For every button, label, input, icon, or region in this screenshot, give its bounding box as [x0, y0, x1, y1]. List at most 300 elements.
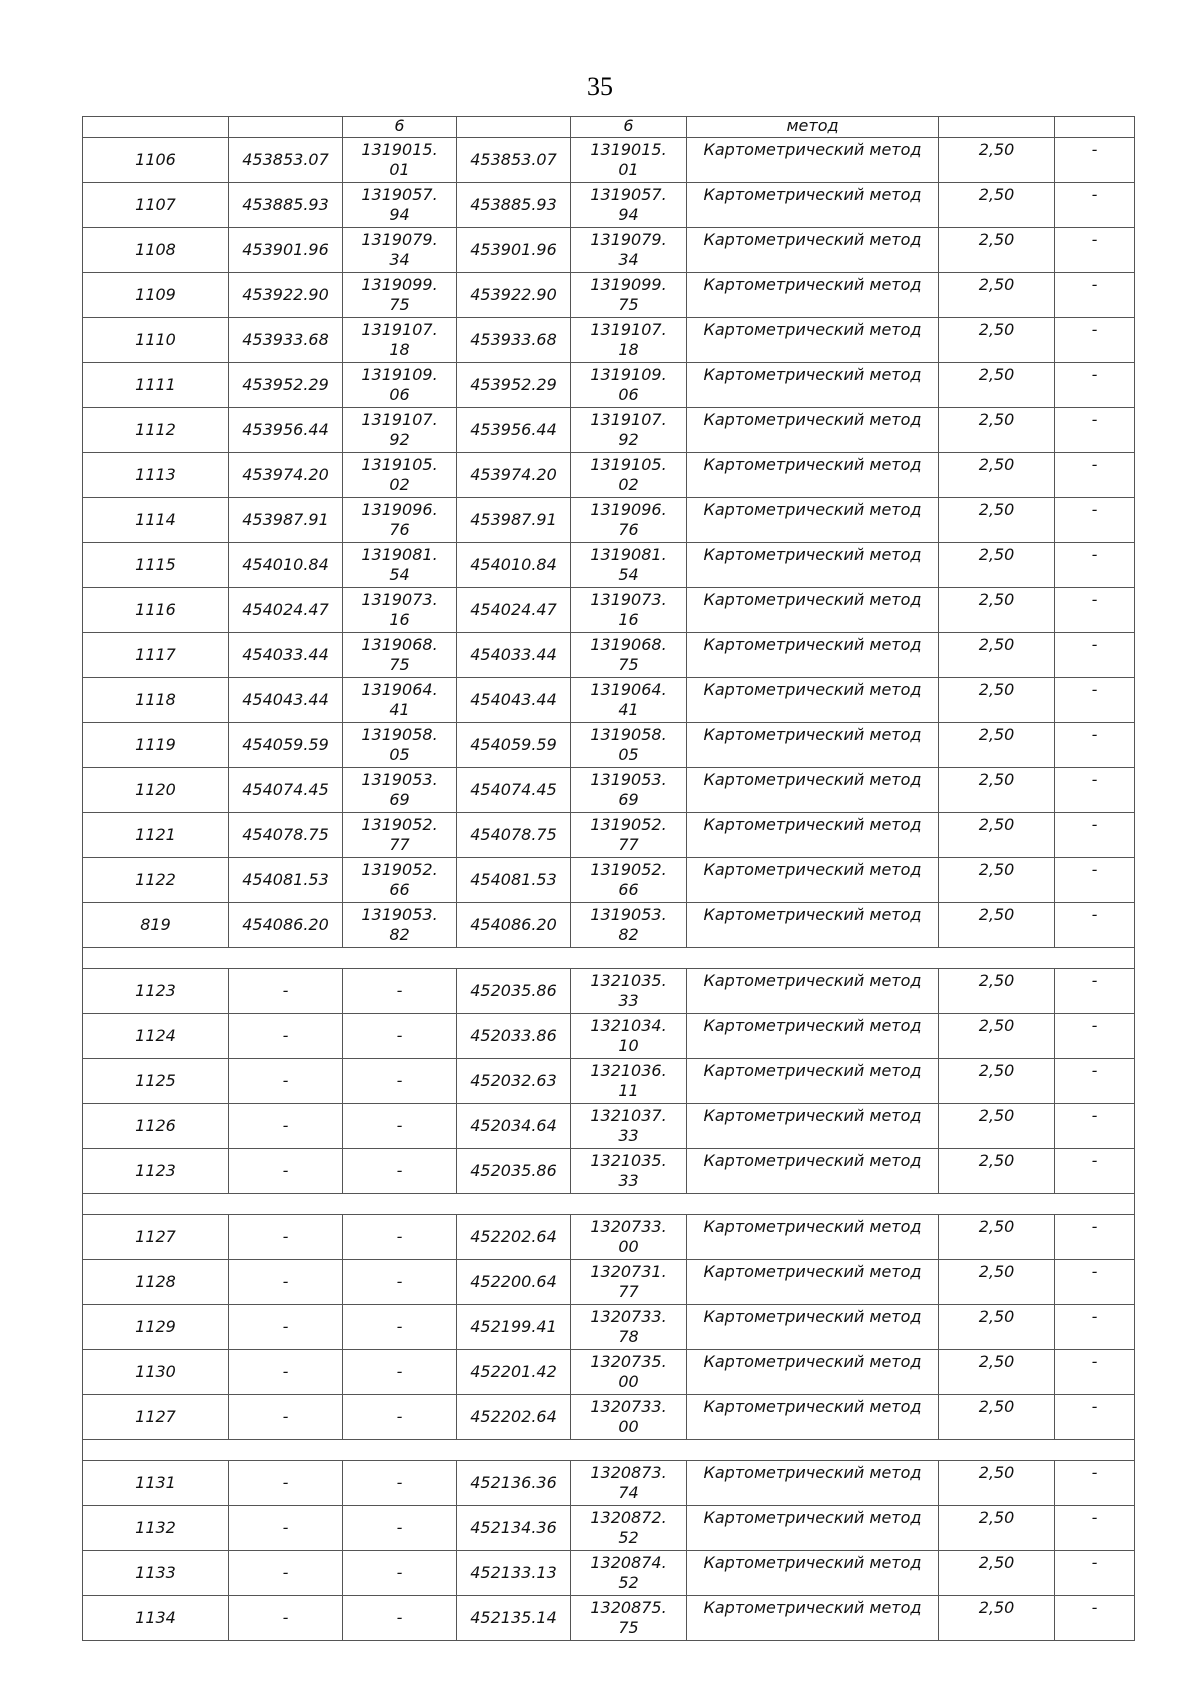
cell-note: - [1055, 273, 1135, 318]
cell-text: 1320875.75 [590, 1598, 667, 1637]
cell-x-old: - [229, 1305, 343, 1350]
cell-y-new [571, 1395, 687, 1440]
cell-text: - [396, 1362, 403, 1381]
table-row [83, 1461, 1135, 1506]
cell-y-new [571, 543, 687, 588]
cell-text: 1319068.75 [590, 635, 667, 674]
cell-method: Картометрический метод [687, 228, 939, 273]
table-row [83, 903, 1135, 948]
cell-text: - [396, 1407, 403, 1426]
cell-y-old [343, 723, 457, 768]
group-separator-row [83, 1194, 1135, 1215]
cell-point-number [83, 117, 229, 138]
cell-y-old [343, 138, 457, 183]
cell-method: Картометрический метод [687, 633, 939, 678]
cell-point-number: 1124 [83, 1014, 229, 1059]
cell-y-new [571, 768, 687, 813]
cell-text: - [396, 1518, 403, 1537]
cell-text: 1319052.66 [590, 860, 667, 899]
cell-note: - [1055, 408, 1135, 453]
cell-x-new: 452133.13 [457, 1551, 571, 1596]
cell-point-number: 1110 [83, 318, 229, 363]
cell-y-new [571, 1215, 687, 1260]
cell-text: 1319081.54 [590, 545, 667, 584]
cell-text: - [396, 1473, 403, 1492]
cell-method: Картометрический метод [687, 723, 939, 768]
cell-y-new [571, 318, 687, 363]
cell-accuracy: 2,50 [939, 588, 1055, 633]
cell-y-new [571, 1104, 687, 1149]
cell-method: Картометрический метод [687, 969, 939, 1014]
cell-point-number: 1112 [83, 408, 229, 453]
cell-point-number: 1133 [83, 1551, 229, 1596]
cell-accuracy: 2,50 [939, 1149, 1055, 1194]
cell-point-number: 1131 [83, 1461, 229, 1506]
cell-y-old [343, 1551, 457, 1596]
table-row [83, 723, 1135, 768]
cell-y-old [343, 1350, 457, 1395]
table-row [83, 1506, 1135, 1551]
cell-text: 1319107.18 [361, 320, 438, 359]
separator-cell [83, 1194, 1135, 1215]
cell-note: - [1055, 723, 1135, 768]
group-separator-row [83, 948, 1135, 969]
cell-text: - [396, 1227, 403, 1246]
cell-point-number: 1115 [83, 543, 229, 588]
cell-method: Картометрический метод [687, 273, 939, 318]
cell-method: Картометрический метод [687, 678, 939, 723]
cell-text: 1321036.11 [590, 1061, 667, 1100]
cell-y-old [343, 498, 457, 543]
cell-text: 1319053.82 [361, 905, 438, 944]
table-row [83, 1596, 1135, 1641]
cell-accuracy: 2,50 [939, 1059, 1055, 1104]
cell-method: Картометрический метод [687, 543, 939, 588]
cell-y-old [343, 1014, 457, 1059]
cell-y-new [571, 969, 687, 1014]
cell-y-old [343, 1461, 457, 1506]
cell-method: Картометрический метод [687, 183, 939, 228]
table-row [83, 1104, 1135, 1149]
cell-method: Картометрический метод [687, 588, 939, 633]
cell-x-old: - [229, 1149, 343, 1194]
cell-point-number: 1121 [83, 813, 229, 858]
cell-note: - [1055, 1149, 1135, 1194]
cell-note: - [1055, 453, 1135, 498]
cell-x-old: 453922.90 [229, 273, 343, 318]
cell-accuracy: 2,50 [939, 1014, 1055, 1059]
cell-x-old: 454010.84 [229, 543, 343, 588]
cell-x-new: 453853.07 [457, 138, 571, 183]
table-row [83, 543, 1135, 588]
cell-x-old: 454043.44 [229, 678, 343, 723]
cell-y-new [571, 1014, 687, 1059]
cell-text: 1319107.92 [590, 410, 667, 449]
cell-note: - [1055, 969, 1135, 1014]
cell-accuracy: 2,50 [939, 633, 1055, 678]
cell-text: - [396, 1563, 403, 1582]
cell-method: метод [687, 117, 939, 138]
cell-method: Картометрический метод [687, 408, 939, 453]
cell-note: - [1055, 1014, 1135, 1059]
cell-note: - [1055, 858, 1135, 903]
cell-text: - [396, 1272, 403, 1291]
cell-y-old [343, 588, 457, 633]
cell-method: Картометрический метод [687, 1350, 939, 1395]
table-row [83, 453, 1135, 498]
cell-text: 1319105.02 [361, 455, 438, 494]
cell-note: - [1055, 498, 1135, 543]
table-row [83, 273, 1135, 318]
cell-x-old: 453885.93 [229, 183, 343, 228]
cell-text: 1321034.10 [590, 1016, 667, 1055]
cell-accuracy: 2,50 [939, 1305, 1055, 1350]
cell-accuracy: 2,50 [939, 363, 1055, 408]
cell-point-number: 1109 [83, 273, 229, 318]
cell-y-new [571, 903, 687, 948]
group-separator-row [83, 1440, 1135, 1461]
cell-y-old [343, 543, 457, 588]
cell-point-number: 1117 [83, 633, 229, 678]
cell-text: 1319081.54 [361, 545, 438, 584]
coordinates-table [82, 116, 1135, 1641]
cell-text: 1320873.74 [590, 1463, 667, 1502]
cell-method: Картометрический метод [687, 318, 939, 363]
cell-accuracy: 2,50 [939, 318, 1055, 363]
cell-text: - [396, 1161, 403, 1180]
cell-note: - [1055, 228, 1135, 273]
separator-cell [83, 948, 1135, 969]
cell-x-new: 454078.75 [457, 813, 571, 858]
cell-note: - [1055, 1395, 1135, 1440]
cell-y-new [571, 1149, 687, 1194]
cell-y-new [571, 1461, 687, 1506]
cell-x-new: 453933.68 [457, 318, 571, 363]
cell-point-number: 1126 [83, 1104, 229, 1149]
table-row [83, 1014, 1135, 1059]
cell-point-number: 1107 [83, 183, 229, 228]
cell-note: - [1055, 633, 1135, 678]
cell-accuracy: 2,50 [939, 138, 1055, 183]
cell-x-old: - [229, 1059, 343, 1104]
cell-method: Картометрический метод [687, 1506, 939, 1551]
cell-y-new [571, 228, 687, 273]
cell-x-new: 454086.20 [457, 903, 571, 948]
cell-point-number: 1127 [83, 1395, 229, 1440]
cell-text: 1319068.75 [361, 635, 438, 674]
cell-y-new [571, 273, 687, 318]
table-row [83, 1305, 1135, 1350]
cell-accuracy: 2,50 [939, 453, 1055, 498]
cell-y-old [343, 1596, 457, 1641]
cell-method: Картометрический метод [687, 1461, 939, 1506]
cell-text: 1319057.94 [361, 185, 438, 224]
cell-x-new: 452200.64 [457, 1260, 571, 1305]
cell-point-number: 1108 [83, 228, 229, 273]
cell-y-old [343, 1104, 457, 1149]
cell-y-new [571, 1506, 687, 1551]
cell-y-old [343, 1395, 457, 1440]
cell-y-old [343, 903, 457, 948]
cell-text: 1320874.52 [590, 1553, 667, 1592]
cell-y-old [343, 1260, 457, 1305]
cell-x-old: - [229, 1014, 343, 1059]
cell-x-new: 453956.44 [457, 408, 571, 453]
table-row [83, 408, 1135, 453]
cell-method: Картометрический метод [687, 858, 939, 903]
cell-text: 1319064.41 [361, 680, 438, 719]
cell-point-number: 1132 [83, 1506, 229, 1551]
cell-y-new [571, 813, 687, 858]
cell-x-new: 452201.42 [457, 1350, 571, 1395]
cell-text: 1319109.06 [590, 365, 667, 404]
cell-accuracy: 2,50 [939, 1104, 1055, 1149]
cell-accuracy: 2,50 [939, 183, 1055, 228]
cell-x-old: - [229, 969, 343, 1014]
cell-point-number: 1119 [83, 723, 229, 768]
cell-point-number: 819 [83, 903, 229, 948]
cell-x-old [229, 117, 343, 138]
cell-y-new [571, 1350, 687, 1395]
cell-x-new: 452033.86 [457, 1014, 571, 1059]
cell-method: Картометрический метод [687, 1260, 939, 1305]
cell-note: - [1055, 318, 1135, 363]
cell-text: 1319052.77 [590, 815, 667, 854]
cell-y-new [571, 1596, 687, 1641]
cell-text: 1319073.16 [361, 590, 438, 629]
cell-method: Картометрический метод [687, 138, 939, 183]
cell-note: - [1055, 1260, 1135, 1305]
separator-cell [83, 1440, 1135, 1461]
cell-x-new: 452032.63 [457, 1059, 571, 1104]
cell-method: Картометрический метод [687, 903, 939, 948]
cell-note: - [1055, 1350, 1135, 1395]
cell-text: 1319105.02 [590, 455, 667, 494]
cell-text: 1319079.34 [361, 230, 438, 269]
cell-accuracy: 2,50 [939, 969, 1055, 1014]
cell-accuracy: 2,50 [939, 498, 1055, 543]
table-row [83, 318, 1135, 363]
cell-x-new: 453922.90 [457, 273, 571, 318]
cell-text: 1319107.18 [590, 320, 667, 359]
cell-y-new [571, 138, 687, 183]
cell-y-old: 6 [343, 117, 457, 138]
cell-x-new: 454010.84 [457, 543, 571, 588]
cell-point-number: 1125 [83, 1059, 229, 1104]
cell-x-old: - [229, 1350, 343, 1395]
cell-accuracy: 2,50 [939, 1350, 1055, 1395]
cell-y-new [571, 723, 687, 768]
cell-x-new: 454074.45 [457, 768, 571, 813]
cell-text: 1319015.01 [361, 140, 438, 179]
cell-x-new: 452136.36 [457, 1461, 571, 1506]
cell-accuracy: 2,50 [939, 1395, 1055, 1440]
table-row [83, 498, 1135, 543]
cell-note: - [1055, 768, 1135, 813]
cell-y-new [571, 183, 687, 228]
table-row [83, 1260, 1135, 1305]
cell-y-new: 6 [571, 117, 687, 138]
cell-y-old [343, 678, 457, 723]
cell-accuracy: 2,50 [939, 408, 1055, 453]
cell-note: - [1055, 1506, 1135, 1551]
cell-method: Картометрический метод [687, 1149, 939, 1194]
page-number: 35 [587, 72, 613, 101]
cell-x-old: 454086.20 [229, 903, 343, 948]
cell-text: - [396, 1116, 403, 1135]
cell-x-new [457, 117, 571, 138]
cell-point-number: 1134 [83, 1596, 229, 1641]
cell-y-new [571, 858, 687, 903]
cell-point-number: 1118 [83, 678, 229, 723]
cell-x-old: 454074.45 [229, 768, 343, 813]
cell-method: Картометрический метод [687, 363, 939, 408]
cell-method: Картометрический метод [687, 1305, 939, 1350]
cell-note: - [1055, 1215, 1135, 1260]
cell-note: - [1055, 1461, 1135, 1506]
table-row [83, 1551, 1135, 1596]
cell-x-old: 453853.07 [229, 138, 343, 183]
cell-accuracy: 2,50 [939, 768, 1055, 813]
cell-accuracy: 2,50 [939, 678, 1055, 723]
cell-x-old: - [229, 1215, 343, 1260]
cell-method: Картометрический метод [687, 1059, 939, 1104]
cell-text: 1321035.33 [590, 971, 667, 1010]
cell-point-number: 1123 [83, 1149, 229, 1194]
cell-text: 1319057.94 [590, 185, 667, 224]
cell-x-new: 453974.20 [457, 453, 571, 498]
cell-method: Картометрический метод [687, 1215, 939, 1260]
cell-y-old [343, 453, 457, 498]
cell-y-old [343, 318, 457, 363]
cell-accuracy: 2,50 [939, 813, 1055, 858]
cell-y-new [571, 633, 687, 678]
cell-text: 1321037.33 [590, 1106, 667, 1145]
cell-note: - [1055, 813, 1135, 858]
cell-x-old: 453901.96 [229, 228, 343, 273]
cell-y-old [343, 1215, 457, 1260]
cell-y-new [571, 408, 687, 453]
cell-accuracy: 2,50 [939, 723, 1055, 768]
cell-method: Картометрический метод [687, 1596, 939, 1641]
cell-text: - [396, 1608, 403, 1627]
table-row-continuation [83, 117, 1135, 138]
cell-note: - [1055, 138, 1135, 183]
cell-text: 1320733.00 [590, 1217, 667, 1256]
cell-x-new: 452035.86 [457, 1149, 571, 1194]
cell-y-new [571, 1059, 687, 1104]
cell-y-new [571, 363, 687, 408]
cell-text: 1319099.75 [590, 275, 667, 314]
cell-x-new: 452202.64 [457, 1395, 571, 1440]
cell-text: 1319053.69 [361, 770, 438, 809]
cell-accuracy: 2,50 [939, 858, 1055, 903]
cell-point-number: 1128 [83, 1260, 229, 1305]
table-row [83, 813, 1135, 858]
cell-x-new: 454043.44 [457, 678, 571, 723]
cell-text: 1320733.00 [590, 1397, 667, 1436]
table-row [83, 633, 1135, 678]
cell-y-old [343, 363, 457, 408]
cell-method: Картометрический метод [687, 1395, 939, 1440]
cell-text: 1319064.41 [590, 680, 667, 719]
cell-text: 1319058.05 [590, 725, 667, 764]
cell-accuracy: 2,50 [939, 1215, 1055, 1260]
cell-x-new: 452199.41 [457, 1305, 571, 1350]
cell-y-old [343, 1149, 457, 1194]
cell-y-old [343, 813, 457, 858]
cell-x-old: 454078.75 [229, 813, 343, 858]
cell-point-number: 1116 [83, 588, 229, 633]
cell-note: - [1055, 678, 1135, 723]
table-row [83, 1059, 1135, 1104]
cell-x-new: 452202.64 [457, 1215, 571, 1260]
cell-point-number: 1111 [83, 363, 229, 408]
table-row [83, 183, 1135, 228]
cell-text: 1320731.77 [590, 1262, 667, 1301]
cell-y-new [571, 498, 687, 543]
table-row [83, 858, 1135, 903]
cell-x-new: 452035.86 [457, 969, 571, 1014]
table-row [83, 678, 1135, 723]
cell-x-old: - [229, 1551, 343, 1596]
cell-point-number: 1129 [83, 1305, 229, 1350]
table-row [83, 138, 1135, 183]
cell-text: - [396, 1071, 403, 1090]
cell-y-old [343, 408, 457, 453]
cell-x-old: 454059.59 [229, 723, 343, 768]
cell-x-old: - [229, 1395, 343, 1440]
cell-note: - [1055, 1059, 1135, 1104]
cell-x-old: 453933.68 [229, 318, 343, 363]
cell-y-new [571, 588, 687, 633]
table-row [83, 768, 1135, 813]
cell-note: - [1055, 1551, 1135, 1596]
cell-method: Картометрический метод [687, 498, 939, 543]
cell-note: - [1055, 1104, 1135, 1149]
cell-text: 1320872.52 [590, 1508, 667, 1547]
cell-text: 1319053.82 [590, 905, 667, 944]
cell-x-old: 454033.44 [229, 633, 343, 678]
cell-accuracy: 2,50 [939, 543, 1055, 588]
cell-x-old: - [229, 1260, 343, 1305]
table-row [83, 228, 1135, 273]
cell-y-new [571, 678, 687, 723]
cell-accuracy: 2,50 [939, 1596, 1055, 1641]
cell-x-new: 453987.91 [457, 498, 571, 543]
cell-method: Картометрический метод [687, 768, 939, 813]
cell-note: - [1055, 543, 1135, 588]
cell-accuracy: 2,50 [939, 1461, 1055, 1506]
cell-x-new: 453952.29 [457, 363, 571, 408]
cell-method: Картометрический метод [687, 813, 939, 858]
cell-text: - [396, 1026, 403, 1045]
cell-text: 1319099.75 [361, 275, 438, 314]
cell-y-old [343, 633, 457, 678]
cell-x-old: 454024.47 [229, 588, 343, 633]
cell-y-old [343, 228, 457, 273]
cell-accuracy: 2,50 [939, 273, 1055, 318]
cell-method: Картометрический метод [687, 453, 939, 498]
cell-x-new: 453901.96 [457, 228, 571, 273]
cell-x-new: 452034.64 [457, 1104, 571, 1149]
cell-y-new [571, 453, 687, 498]
cell-x-old: 453956.44 [229, 408, 343, 453]
cell-note: - [1055, 363, 1135, 408]
cell-point-number: 1113 [83, 453, 229, 498]
cell-x-old: 453974.20 [229, 453, 343, 498]
table-row [83, 1149, 1135, 1194]
